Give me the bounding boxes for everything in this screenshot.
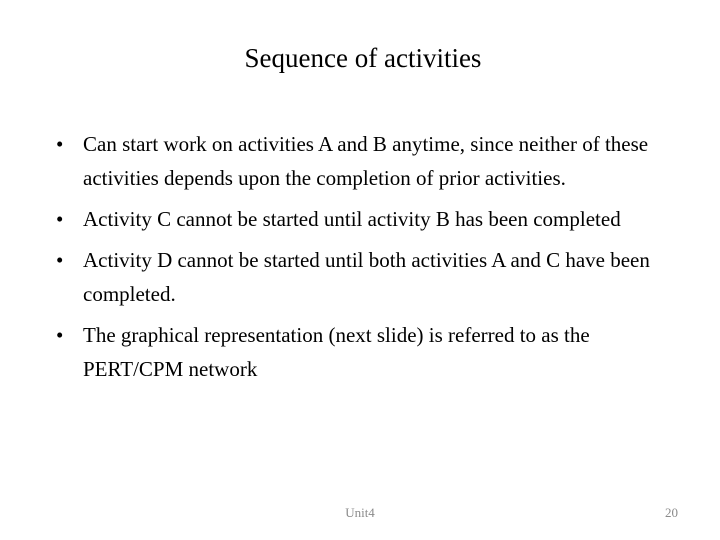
slide-title: Sequence of activities — [244, 43, 482, 73]
bullet-item — [56, 318, 676, 386]
bullet-text: Can start work on activities A and B anytime, since neither of these activities depends upon the completion of prior activities. — [83, 132, 649, 190]
bullet-text: Activity D cannot be started until both activities A and C have been completed. — [83, 248, 650, 306]
bullet-item — [56, 243, 676, 311]
bullet-icon: • — [56, 207, 64, 231]
bullet-icon: • — [56, 132, 64, 156]
page-number: 20 — [665, 505, 678, 520]
bullet-item — [56, 202, 676, 236]
footer-label: Unit4 — [345, 505, 375, 520]
bullet-list — [56, 127, 676, 393]
bullet-icon: • — [56, 323, 64, 347]
bullet-item — [56, 127, 676, 195]
bullet-text: Activity C cannot be started until activity B has been completed — [83, 207, 621, 231]
bullet-text: The graphical representation (next slide) is referred to as the PERT/CPM network — [83, 323, 590, 381]
bullet-icon: • — [56, 248, 64, 272]
